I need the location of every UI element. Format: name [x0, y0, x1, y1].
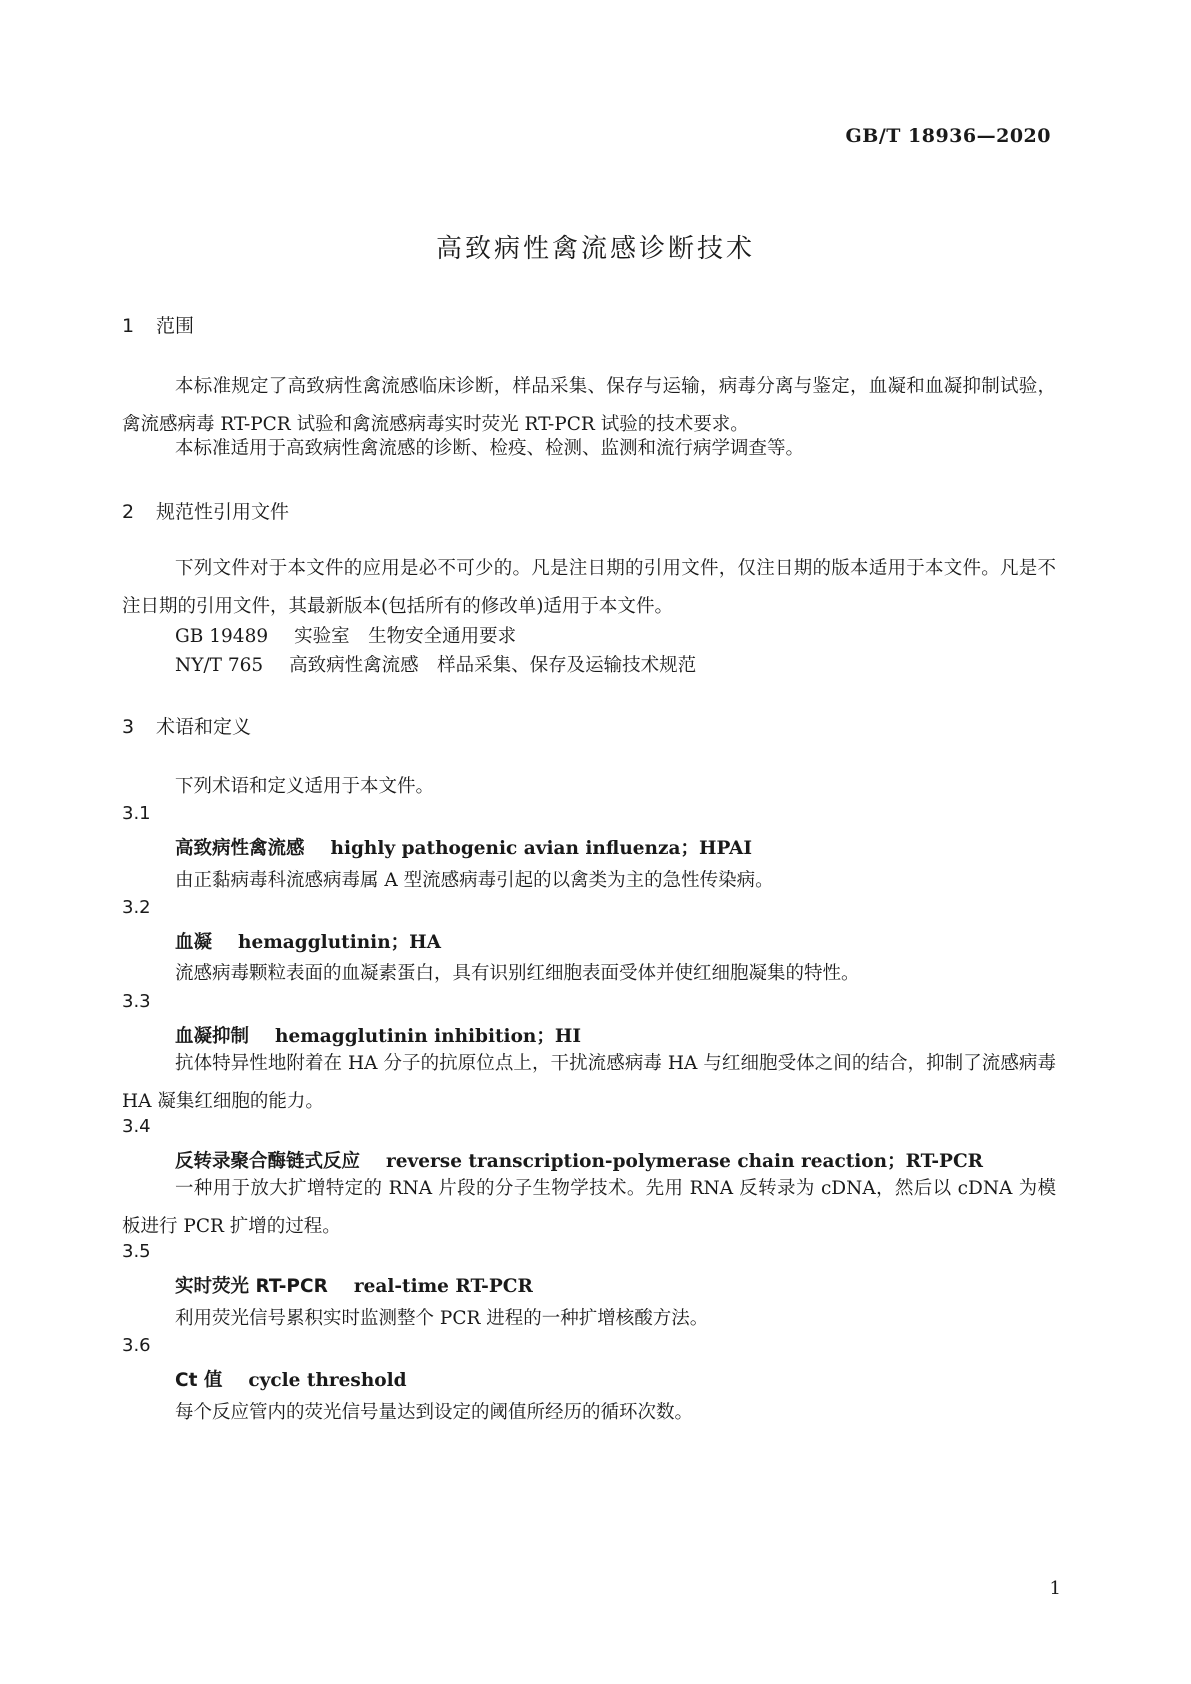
section-title: 术语和定义 — [156, 716, 252, 738]
section-number: 2 — [122, 501, 135, 523]
section-3-intro: 下列术语和定义适用于本文件。 — [175, 776, 435, 797]
section-title: 规范性引用文件 — [156, 501, 290, 523]
term-zh: 实时荧光 RT-PCR — [175, 1276, 328, 1297]
reference-item — [175, 651, 696, 677]
term-en: cycle threshold — [248, 1370, 407, 1391]
term-definition: 由正黏病毒科流感病毒属 A 型流感病毒引起的以禽类为主的急性传染病。 — [175, 870, 774, 891]
section-1-paragraph-1: 本标准规定了高致病性禽流感临床诊断，样品采集、保存与运输，病毒分离与鉴定，血凝和血凝抑制试验，禽流感病毒 RT-PCR 试验和禽流感病毒实时荧光 RT-PCR 试验的技术要求。 — [122, 376, 1056, 435]
term-number: 3.2 — [122, 897, 151, 918]
term-number: 3.4 — [122, 1116, 151, 1137]
section-2-heading — [122, 497, 289, 524]
reference-title: 高致病性禽流感 样品采集、保存及运输技术规范 — [289, 655, 697, 676]
term-definition: 一种用于放大扩增特定的 RNA 片段的分子生物学技术。先用 RNA 反转录为 cDNA，然后以 cDNA 为模板进行 PCR 扩增的过程。 — [122, 1178, 1056, 1237]
term-en: hemagglutinin；HA — [238, 932, 441, 953]
term-definition: 利用荧光信号累积实时监测整个 PCR 进程的一种扩增核酸方法。 — [175, 1308, 709, 1329]
reference-item — [175, 622, 516, 648]
term-number: 3.5 — [122, 1241, 151, 1262]
section-1-paragraph-2: 本标准适用于高致病性禽流感的诊断、检疫、检测、监测和流行病学调查等。 — [175, 438, 805, 459]
reference-code: GB 19489 — [175, 626, 269, 647]
section-3-heading — [122, 712, 251, 739]
term-number: 3.3 — [122, 991, 151, 1012]
term-en: hemagglutinin inhibition；HI — [275, 1026, 582, 1047]
term-en: reverse transcription-polymerase chain reaction；RT-PCR — [386, 1151, 984, 1172]
page-number: 1 — [1049, 1578, 1061, 1599]
term-heading — [175, 1272, 533, 1298]
term-zh: 反转录聚合酶链式反应 — [175, 1151, 361, 1172]
term-number: 3.6 — [122, 1335, 151, 1356]
term-zh: 血凝 — [175, 932, 213, 953]
standard-number: GB/T 18936—2020 — [845, 125, 1051, 147]
term-heading — [175, 834, 752, 860]
document-title: 高致病性禽流感诊断技术 — [435, 234, 755, 264]
section-number: 1 — [122, 315, 135, 337]
term-zh: Ct 值 — [175, 1370, 223, 1391]
reference-title: 实验室 生物安全通用要求 — [294, 626, 517, 647]
section-number: 3 — [122, 716, 135, 738]
section-title: 范围 — [156, 315, 195, 337]
term-heading — [175, 1366, 407, 1392]
section-1-heading — [122, 311, 194, 338]
term-heading — [175, 928, 441, 954]
term-definition: 流感病毒颗粒表面的血凝素蛋白，具有识别红细胞表面受体并使红细胞凝集的特性。 — [175, 963, 860, 984]
term-definition: 抗体特异性地附着在 HA 分子的抗原位点上，干扰流感病毒 HA 与红细胞受体之间的结合，抑制了流感病毒 HA 凝集红细胞的能力。 — [122, 1053, 1056, 1112]
term-en: real-time RT-PCR — [353, 1276, 533, 1297]
term-number: 3.1 — [122, 803, 151, 824]
term-en: highly pathogenic avian influenza；HPAI — [330, 838, 753, 859]
section-2-paragraph-1: 下列文件对于本文件的应用是必不可少的。凡是注日期的引用文件，仅注日期的版本适用于本文件。凡是不注日期的引用文件，其最新版本(包括所有的修改单)适用于本文件。 — [122, 558, 1056, 617]
term-zh: 血凝抑制 — [175, 1026, 250, 1047]
term-definition: 每个反应管内的荧光信号量达到设定的阈值所经历的循环次数。 — [175, 1402, 694, 1423]
term-zh: 高致病性禽流感 — [175, 838, 305, 859]
reference-code: NY/T 765 — [175, 655, 264, 676]
